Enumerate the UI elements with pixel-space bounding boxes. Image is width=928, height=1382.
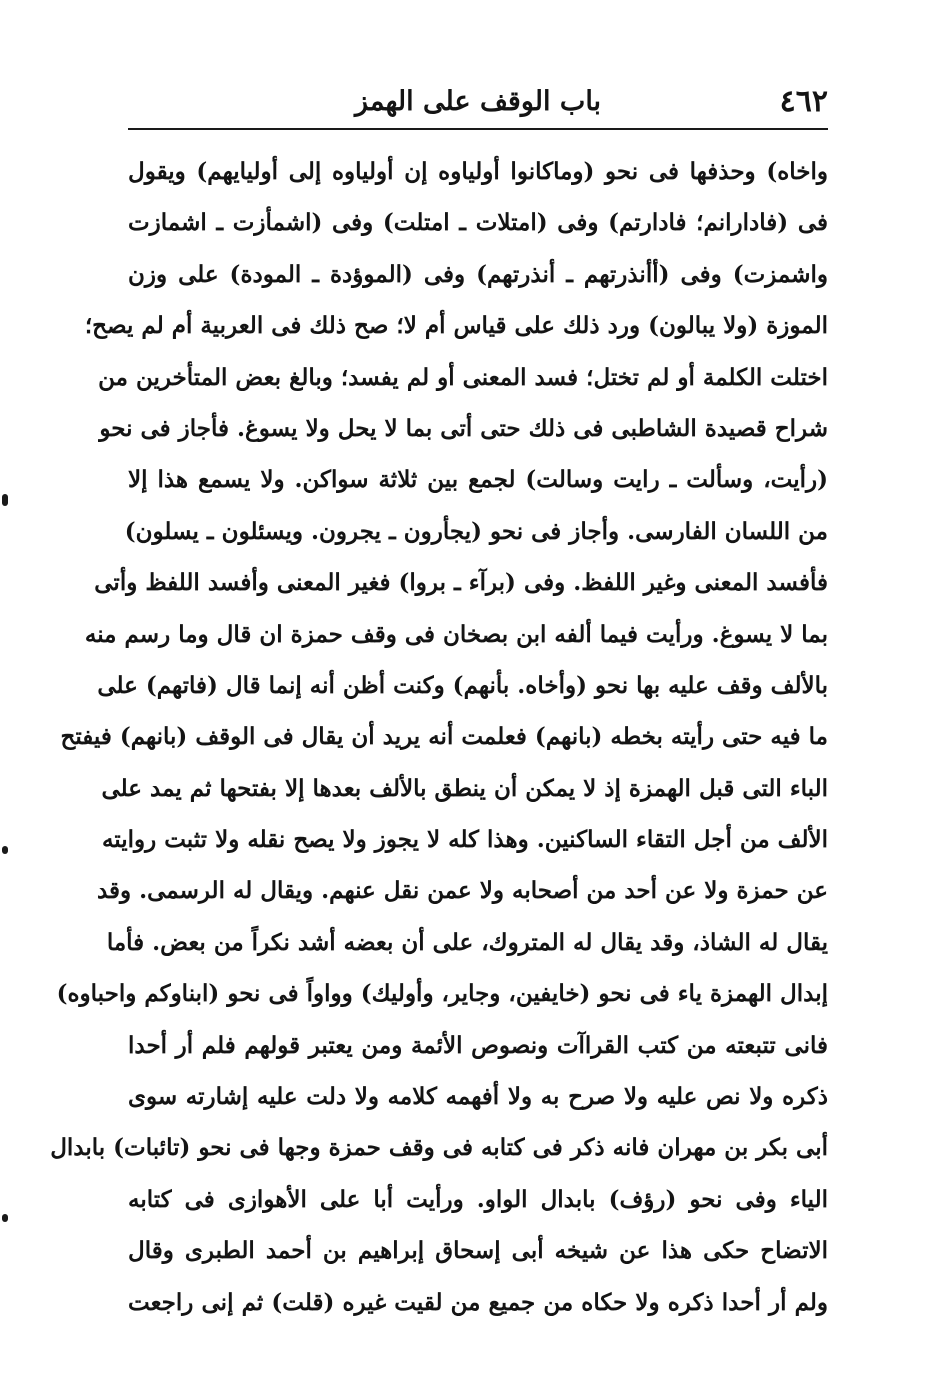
scan-margin-mark — [2, 494, 8, 506]
body-text — [50, 146, 828, 1328]
text-line: فأفسد المعنى وغير اللفظ. وفى (برآء ـ بروا) فغير المعنى وأفسد اللفظ وأتى — [94, 569, 828, 597]
scan-margin-mark — [2, 846, 8, 854]
text-line: يقال له الشاذ، وقد يقال له المتروك، على أن بعضه أشد نكراً من بعض. فأما — [106, 928, 828, 956]
text-line: واشمزت) وفى (أأنذرتهم ـ أنذرتهم) وفى (الموؤدة ـ المودة) على وزن — [128, 260, 828, 288]
text-line: ما فيه حتى رأيته بخطه (بانهم) فعلمت أنه يريد أن يقال فى الوقف (بانهم) فيفتح — [60, 723, 828, 751]
text-line: أبى بكر بن مهران فانه ذكر فى كتابه فى وقف حمزة وجها فى نحو (تائبات) بابدال — [50, 1134, 828, 1162]
text-line: عن حمزة ولا عن أحد من أصحابه ولا عمن نقل عنهم. ويقال له الرسمى. وقد — [96, 877, 828, 905]
scan-margin-mark — [2, 1214, 8, 1222]
text-line: الياء وفى نحو (رؤف) بابدال الواو. ورأيت أبا على الأهوازى فى كتابه — [128, 1185, 828, 1213]
text-line: الاتضاح حكى هذا عن شيخه أبى إسحاق إبراهيم بن أحمد الطبرى وقال — [128, 1237, 828, 1265]
running-title: باب الوقف على الهمز — [354, 86, 602, 117]
text-line: فى (فادارانم؛ فادارتم) وفى (امتلات ـ امتلت) وفى (اشمأزت ـ اشمازت — [128, 209, 828, 237]
text-line: الموزة (ولا يبالون) ورد ذلك على قياس أم لا؛ صح ذلك فى العربية أم لم يصح؛ — [84, 312, 828, 340]
text-line: واخاه) وحذفها فى نحو (وماكانوا أولياوه إن أولياوه إلى أوليايهم) ويقول — [128, 158, 828, 185]
text-line: ذكره ولا نص عليه ولا صرح به ولا أفهمه كلامه ولا دلت عليه إشارته سوى — [128, 1083, 828, 1111]
text-line: الباء التى قبل الهمزة إذ لا يمكن أن ينطق بالألف بعدها إلا بفتحها ثم يمد على — [101, 774, 828, 802]
text-line: ولم أر أحدا ذكره ولا حكاه من جميع من لقيت غيره (قلت) ثم إنى راجعت — [128, 1288, 828, 1316]
text-line: من اللسان الفارسى. وأجاز فى نحو (يجأرون ـ يجرون. ويسئلون ـ يسلون) — [124, 517, 828, 545]
page-header — [128, 80, 828, 124]
text-line: شراح قصيدة الشاطبى فى ذلك حتى أتى بما لا يحل ولا يسوغ. فأجاز فى نحو — [99, 414, 828, 442]
text-line: بما لا يسوغ. ورأيت فيما ألفه ابن بصخان فى وقف حمزة ان قال وما رسم منه — [84, 620, 828, 648]
page-number: ٤٦٢ — [779, 84, 828, 119]
text-line: بالألف وقف عليه بها نحو (وأخاه. بأنهم) وكنت أظن أنه إنما قال (فاتهم) على — [97, 671, 828, 699]
text-line: اختلت الكلمة أو لم تختل؛ فسد المعنى أو لم يفسد؛ وبالغ بعض المتأخرين من — [98, 363, 828, 391]
text-line: فانى تتبعته من كتب القراآت ونصوص الأئمة ومن يعتبر قولهم فلم أر أحدا — [128, 1031, 828, 1059]
header-rule — [128, 128, 828, 130]
text-line: إبدال الهمزة ياء فى نحو (خايفين، وجاير، وأوليك) وواواً فى نحو (ابناوكم واحباوه) — [56, 980, 828, 1008]
text-line: الألف من أجل التقاء الساكنين. وهذا كله لا يجوز ولا يصح نقله ولا تثبت روايته — [101, 826, 828, 854]
text-line: (رأيت، وسألت ـ رايت وسالت) لجمع بين ثلاثة سواكن. ولا يسمع هذا إلا — [128, 466, 828, 494]
